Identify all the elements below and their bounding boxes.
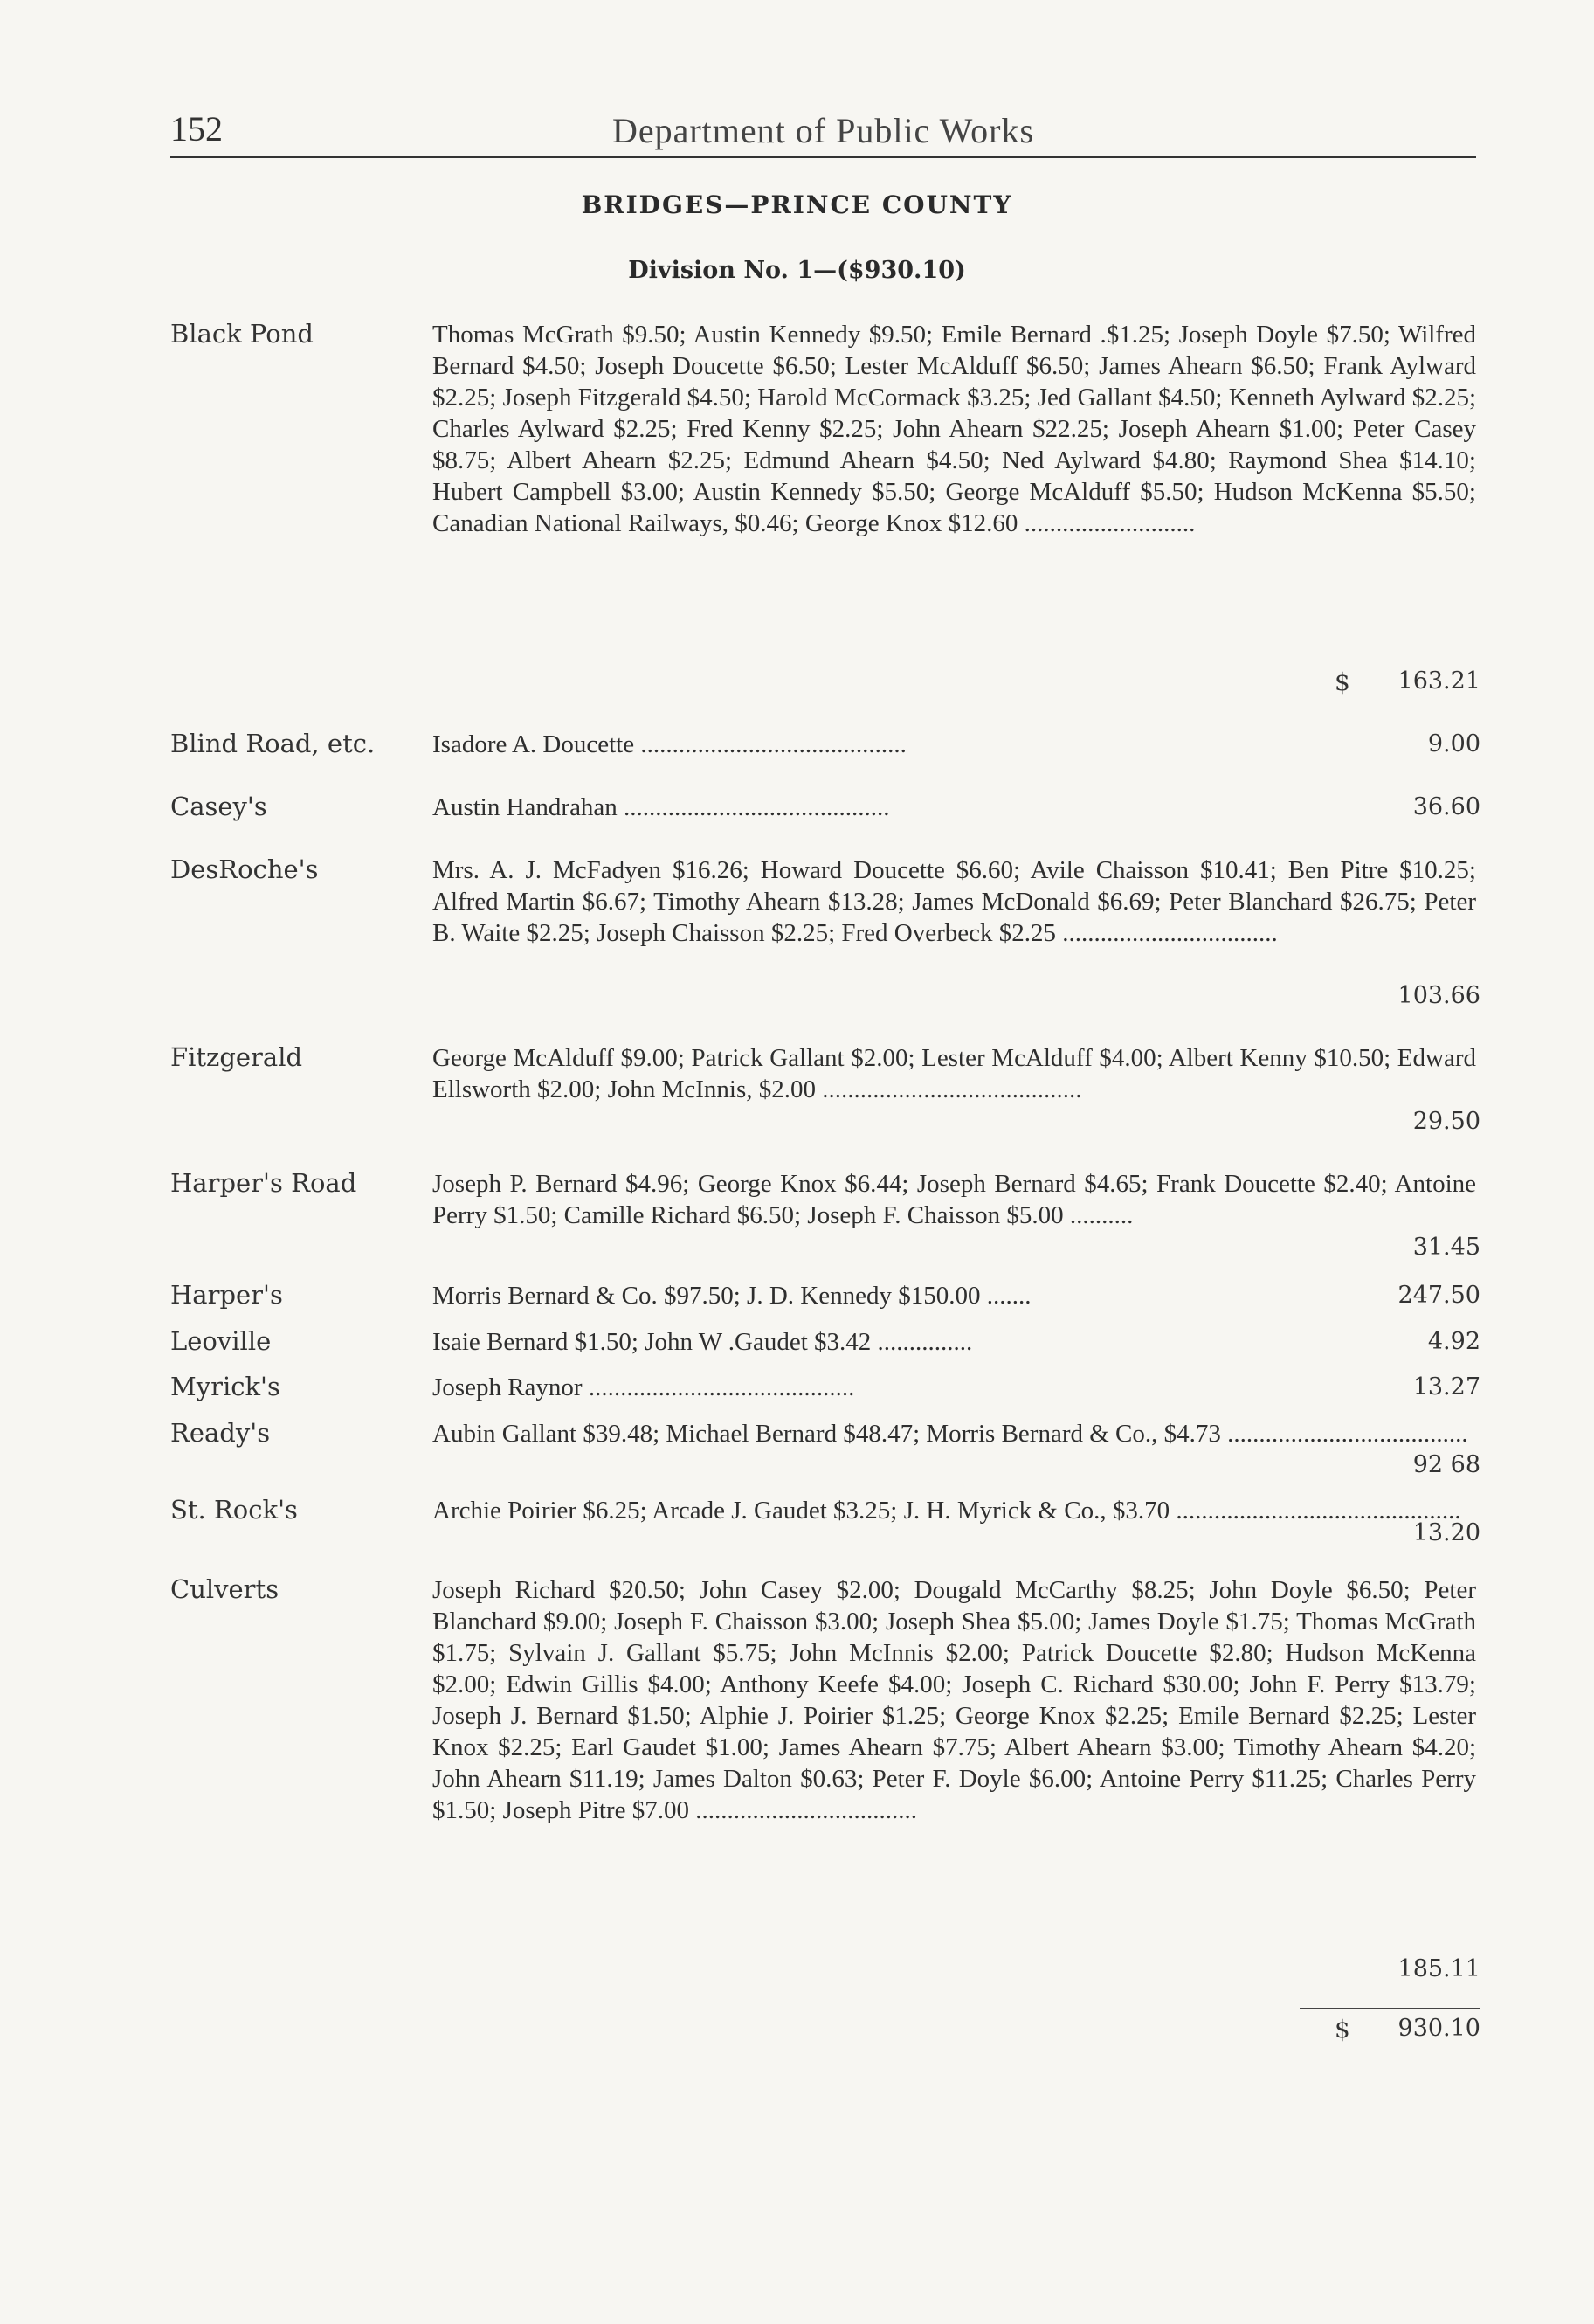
entry-amount: 185.11 — [1397, 1955, 1480, 1982]
total-amount: 930.10 — [1397, 2015, 1480, 2042]
entry-dollar-sign: $ — [1335, 667, 1350, 696]
entry-amount: 13.20 — [1412, 1519, 1480, 1546]
total-rule — [1300, 2008, 1480, 2009]
entry-description: Isadore A. Doucette .......................................... — [432, 730, 907, 758]
entry-amount: 4.92 — [1427, 1328, 1480, 1355]
entry-location: Myrick's — [170, 1372, 280, 1401]
entry-amount: 163.21 — [1397, 667, 1480, 695]
entry-description: Joseph Richard $20.50; John Casey $2.00; Dougald McCarthy $8.25; John Doyle $6.50; Peter Blanchard $9.00; Joseph F. Chaisson $3.00; Joseph Shea $5.00; James Doyle $1.75; Thomas McGrath $1.75; Sylvain J. Gallant $5.75; John McInnis $2.00; Patrick Doucette $2.80; Hudson McKenna $2.00; Edwin Gillis $4.00; Anthony Keefe $4.00; Joseph C. Richard $30.00; John F. Perry $13.79; Joseph J. Bernard $1.50; Alphie J. Poirier $1.25; George Knox $2.25; Emile Bernard $2.25; Lester Knox $2.25; Earl Gaudet $1.00; James Ahearn $7.75; Albert Ahearn $3.00; Timothy Ahearn $4.20; John Ahearn $11.19; James Dalton $0.63; Peter F. Doyle $6.00; Antoine Perry $11.25; Charles Perry $1.50; Joseph Pitre $7.00 ................................... — [432, 1576, 1476, 1824]
entry-amount: 9.00 — [1427, 730, 1480, 757]
entry-location: Leoville — [170, 1326, 272, 1356]
entry-amount: 36.60 — [1412, 793, 1480, 820]
entry-amount: 29.50 — [1412, 1108, 1480, 1135]
entry-amount: 92 68 — [1412, 1451, 1480, 1478]
entry-amount: 247.50 — [1397, 1282, 1480, 1309]
entry-amount: 31.45 — [1412, 1234, 1480, 1261]
page-header — [170, 103, 1476, 158]
entry-amount: 13.27 — [1412, 1373, 1480, 1401]
entry-amount: 103.66 — [1397, 982, 1480, 1009]
entry-description: Isaie Bernard $1.50; John W .Gaudet $3.42 ............... — [432, 1328, 973, 1356]
entry-location: Harper's Road — [170, 1168, 357, 1198]
entry-description: George McAlduff $9.00; Patrick Gallant $2.00; Lester McAlduff $4.00; Albert Kenny $10.50; Edward Ellsworth $2.00; John McInnis, $2.00 ......................................... — [432, 1044, 1476, 1103]
entry-description: Morris Bernard & Co. $97.50; J. D. Kennedy $150.00 ....... — [432, 1282, 1032, 1310]
running-title: Department of Public Works — [611, 111, 1035, 150]
entry-location: DesRoche's — [170, 854, 319, 884]
entry-description: Joseph Raynor .......................................... — [432, 1373, 855, 1401]
entry-location: St. Rock's — [170, 1495, 298, 1525]
entry-description: Joseph P. Bernard $4.96; George Knox $6.44; Joseph Bernard $4.65; Frank Doucette $2.40; Antoine Perry $1.50; Camille Richard $6.50; Joseph F. Chaisson $5.00 .......... — [432, 1170, 1476, 1229]
section-title: BRIDGES—PRINCE COUNTY — [581, 190, 1013, 219]
total-dollar-sign: $ — [1335, 2015, 1350, 2044]
page-number: 152 — [170, 109, 223, 149]
entry-location: Blind Road, etc. — [170, 729, 376, 758]
entry-location: Black Pond — [170, 319, 314, 349]
entry-location: Ready's — [170, 1418, 271, 1448]
division-heading: Division No. 1—($930.10) — [628, 257, 966, 284]
entry-location: Harper's — [170, 1280, 283, 1310]
entry-description: Austin Handrahan .......................................... — [432, 793, 890, 821]
entry-description: Aubin Gallant $39.48; Michael Bernard $48.47; Morris Bernard & Co., $4.73 ...................................... — [432, 1420, 1468, 1448]
entry-description: Archie Poirier $6.25; Arcade J. Gaudet $3.25; J. H. Myrick & Co., $3.70 ............................................. — [432, 1497, 1461, 1525]
entry-description: Thomas McGrath $9.50; Austin Kennedy $9.50; Emile Bernard .$1.25; Joseph Doyle $7.50; Wilfred Bernard $4.50; Joseph Doucette $6.50; Lester McAlduff $6.50; James Ahearn $6.50; Frank Aylward $2.25; Joseph Fitzgerald $4.50; Harold McCormack $3.25; Jed Gallant $4.50; Kenneth Aylward $2.25; Charles Aylward $2.25; Fred Kenny $2.25; John Ahearn $22.25; Joseph Ahearn $1.00; Peter Casey $8.75; Albert Ahearn $2.25; Edmund Ahearn $4.50; Ned Aylward $4.80; Raymond Shea $14.10; Hubert Campbell $3.00; Austin Kennedy $5.50; George McAlduff $5.50; Hudson McKenna $5.50; Canadian National Railways, $0.46; George Knox $12.60 ........................... — [432, 321, 1477, 537]
entry-location: Culverts — [170, 1574, 279, 1604]
entry-description: Mrs. A. J. McFadyen $16.26; Howard Doucette $6.60; Avile Chaisson $10.41; Ben Pitre $10.25; Alfred Martin $6.67; Timothy Ahearn $13.28; James McDonald $6.69; Peter Blanchard $26.75; Peter B. Waite $2.25; Joseph Chaisson $2.25; Fred Overbeck $2.25 .................................. — [432, 856, 1476, 947]
entry-location: Fitzgerald — [170, 1042, 303, 1072]
entry-location: Casey's — [170, 792, 267, 821]
